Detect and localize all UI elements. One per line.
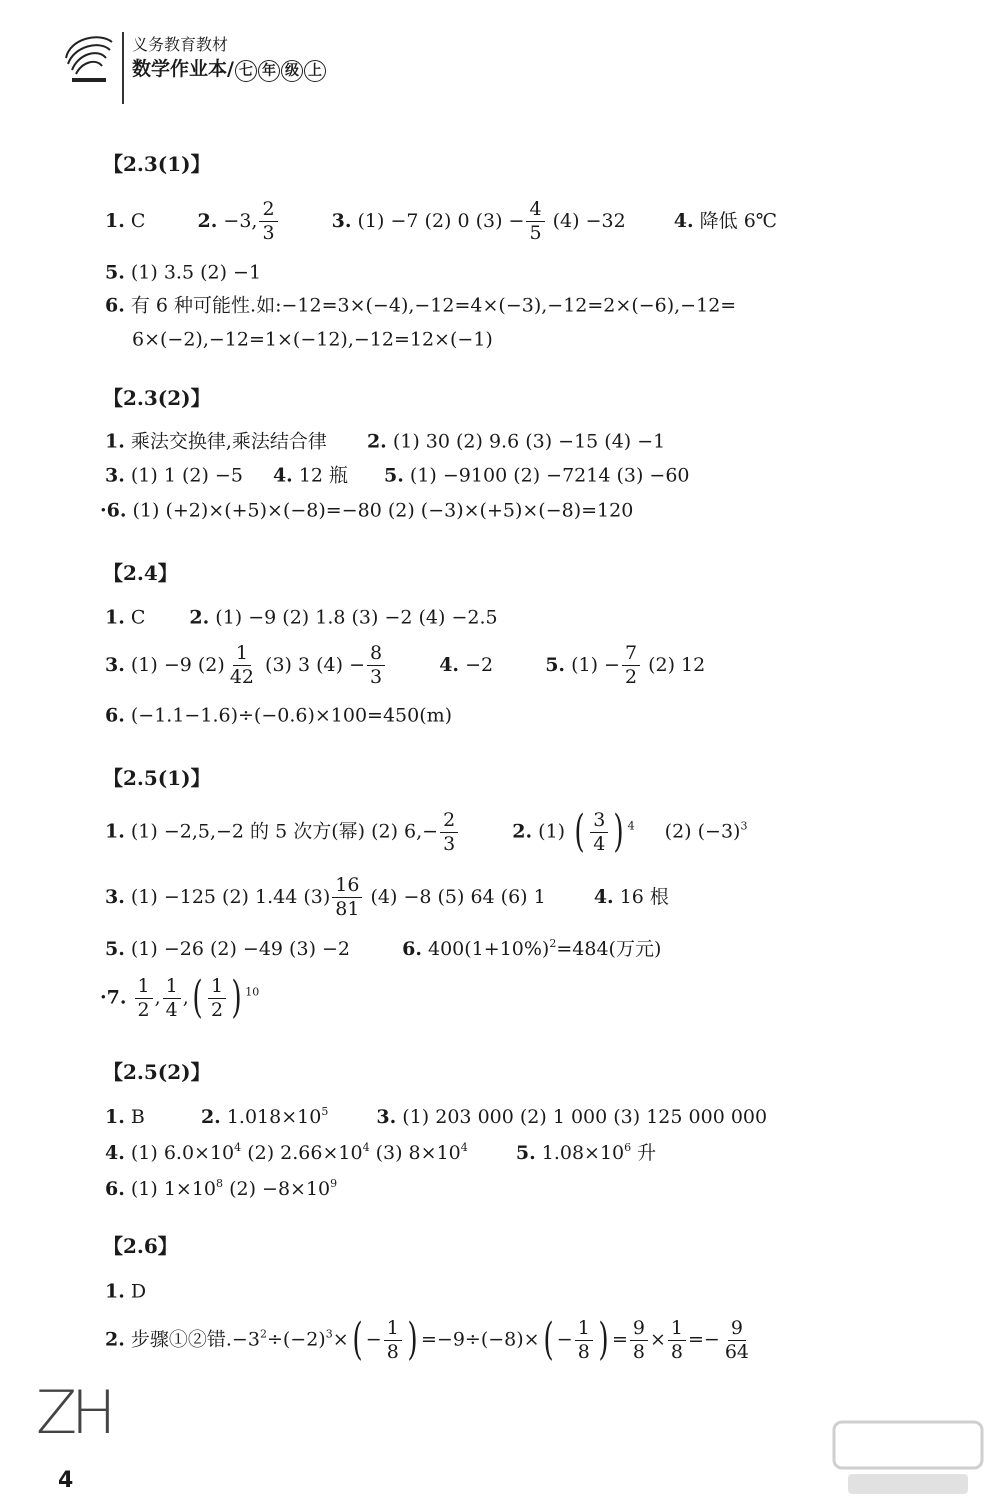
numerator: 9: [728, 1319, 746, 1341]
q-number: 3.: [376, 1105, 397, 1128]
fraction: [668, 1316, 686, 1363]
answer-line: [105, 1142, 656, 1163]
numerator: 1: [233, 644, 251, 666]
denominator: 64: [724, 1340, 750, 1363]
denominator: 3: [262, 222, 275, 244]
answer-text: (1) 1 (2) −5: [124, 464, 243, 487]
section-title: 【2.5(2)】: [103, 1060, 211, 1084]
answer-line: [105, 432, 665, 452]
exponent: 6: [624, 1141, 632, 1154]
q-number: 3.: [105, 654, 125, 676]
numerator: 9: [630, 1319, 648, 1341]
denominator: 3: [370, 666, 383, 688]
denominator: 8: [577, 1340, 590, 1363]
denominator: 8: [670, 1340, 683, 1363]
answer-text: 降低 6℃: [693, 210, 778, 232]
answer-text: C: [124, 606, 146, 629]
answer-text: 1.018×10: [220, 1105, 322, 1128]
watermark-icon: [828, 1412, 988, 1502]
numerator: 2: [259, 200, 277, 222]
answer-text: (2) 12: [642, 654, 706, 676]
answer-line: [105, 644, 705, 687]
q-number: 3.: [105, 886, 125, 908]
answer-text: D: [124, 1280, 147, 1303]
answer-text: 16 根: [613, 886, 669, 908]
answer-text: −3,: [217, 210, 258, 232]
q-number: 3.: [105, 464, 125, 487]
answer-text: 升: [631, 1141, 657, 1164]
q-number: 1.: [105, 1280, 125, 1303]
q-number: 5.: [105, 261, 125, 284]
fraction: [163, 974, 181, 1021]
left-paren: (: [574, 806, 585, 857]
q-number: 2.: [200, 1105, 221, 1128]
answer-text: (1) −2,5,−2 的 5 次方(幂) (2) 6,−: [124, 820, 439, 843]
grade-badge-3: 级: [281, 60, 303, 82]
right-paren: ): [231, 972, 242, 1023]
denominator: 2: [210, 998, 224, 1021]
denominator: 8: [632, 1340, 645, 1363]
exponent: 9: [330, 1177, 338, 1190]
q-number: 1.: [105, 820, 125, 843]
answer-text: ×: [649, 1328, 666, 1351]
q-number: 2.: [512, 820, 533, 843]
page-number: 4: [58, 1468, 74, 1493]
q-number: 2.: [366, 430, 387, 453]
answer-line: [105, 1314, 754, 1365]
numerator: 8: [367, 644, 385, 666]
answer-text: (1) 1×10: [124, 1177, 217, 1200]
answer-text: C: [124, 210, 146, 232]
q-number: 6.: [105, 704, 125, 727]
q-number: 1.: [105, 1105, 125, 1128]
fraction: [590, 808, 608, 855]
series-name: 义务教育教材: [132, 35, 229, 54]
q-number: 4.: [673, 210, 694, 232]
fraction: [135, 974, 153, 1021]
answer-text: ×: [332, 1328, 349, 1351]
separator: ,: [182, 986, 189, 1009]
fraction: [630, 1316, 648, 1363]
denominator: 4: [165, 998, 178, 1021]
answer-text: (1) −9 (2): [124, 654, 225, 676]
exponent: 4: [362, 1141, 370, 1154]
left-paren: (: [543, 1314, 554, 1365]
answer-text: (1) −125 (2) 1.44 (3): [124, 886, 331, 908]
right-paren: ): [407, 1314, 418, 1365]
answer-text: −: [556, 1328, 573, 1351]
numerator: 3: [590, 811, 608, 833]
answer-text: (4) −32: [546, 210, 626, 232]
answer-line: [105, 706, 452, 726]
answer-text: (1) −7 (2) 0 (3) −: [351, 210, 525, 232]
answer-line: [105, 608, 498, 628]
q-number: 4.: [439, 654, 460, 676]
fraction: [575, 1316, 593, 1363]
right-paren: ): [598, 1314, 609, 1365]
answer-line: [105, 876, 669, 919]
publisher-logo-icon: [60, 28, 116, 88]
q-number: 4.: [593, 886, 614, 908]
numerator: 1: [163, 977, 181, 999]
exponent: 4: [627, 819, 635, 833]
answer-text: −2: [459, 654, 494, 676]
answer-text: (1) −: [565, 654, 620, 676]
answer-line: [105, 200, 777, 243]
answer-text: (1) 6.0×10: [124, 1141, 235, 1164]
q-number: 6.: [105, 294, 125, 317]
fraction: [622, 644, 640, 687]
answer-text: 乘法交换律,乘法结合律: [124, 430, 327, 453]
grade-badge-2: 年: [258, 60, 280, 82]
fraction: [722, 1316, 752, 1363]
fraction: [208, 974, 226, 1021]
q-number: 6.: [105, 1177, 125, 1200]
exponent: 3: [740, 819, 748, 833]
fraction: [367, 644, 385, 687]
section-title: 【2.5(1)】: [103, 766, 211, 790]
numerator: 16: [332, 876, 362, 898]
exponent: 8: [216, 1177, 224, 1190]
answer-line: [105, 1282, 146, 1302]
denominator: 2: [624, 666, 638, 688]
q-number: 3.: [331, 210, 352, 232]
answer-line: [105, 296, 736, 316]
q-number: 4.: [272, 464, 293, 487]
fraction: [332, 876, 362, 919]
denominator: 5: [529, 222, 542, 244]
fraction: [526, 200, 544, 243]
header-divider: [122, 32, 124, 104]
grade-badge-1: 七: [235, 60, 257, 82]
numerator: 1: [208, 977, 226, 999]
denominator: 3: [443, 832, 456, 855]
answer-text: (−1.1−1.6)÷(−0.6)×100=450(m): [124, 704, 453, 727]
answer-text: (2) (−3): [664, 820, 741, 843]
answer-text: −: [365, 1328, 382, 1351]
answer-text: 6×(−2),−12=1×(−12),−12=12×(−1): [132, 328, 493, 351]
section-title: 【2.3(1)】: [103, 152, 211, 176]
answer-text: B: [124, 1105, 145, 1128]
book-title: [132, 54, 326, 82]
q-number: ·7.: [100, 986, 127, 1009]
answer-text: 400(1+10%): [421, 937, 550, 960]
answer-text: (1) −26 (2) −49 (3) −2: [124, 937, 351, 960]
exponent: 4: [460, 1141, 468, 1154]
exponent: 2: [259, 1327, 267, 1341]
section-title: 【2.6】: [103, 1234, 178, 1258]
numerator: 1: [135, 977, 153, 999]
q-number: 1.: [105, 606, 125, 629]
answer-line: [105, 1106, 767, 1127]
answer-line: [105, 466, 690, 486]
q-number: 4.: [105, 1141, 125, 1164]
q-number: 1.: [105, 210, 125, 232]
left-paren: (: [352, 1314, 363, 1365]
q-number: 5.: [515, 1141, 536, 1164]
denominator: 2: [137, 998, 150, 1021]
numerator: 7: [622, 644, 640, 666]
numerator: 1: [575, 1319, 593, 1341]
q-number: 2.: [189, 606, 210, 629]
answer-text: =−: [687, 1328, 720, 1351]
numerator: 1: [384, 1319, 402, 1341]
answer-line: [132, 330, 493, 350]
answer-line: [100, 501, 633, 521]
zh-mark: ZH: [36, 1378, 111, 1448]
answer-line: [105, 263, 261, 283]
q-number: 2.: [197, 210, 218, 232]
exponent: 3: [325, 1327, 333, 1341]
numerator: 1: [668, 1319, 686, 1341]
q-number: 5.: [105, 937, 125, 960]
answer-text: (3) 8×10: [369, 1141, 461, 1164]
exponent: 4: [234, 1141, 242, 1154]
q-number: 5.: [545, 654, 566, 676]
answer-text: ÷(−2): [266, 1328, 326, 1351]
title-slash: /: [227, 58, 234, 80]
answer-text: (2) 2.66×10: [241, 1141, 363, 1164]
separator: ,: [154, 986, 161, 1009]
answer-text: (2) −8×10: [223, 1177, 331, 1200]
answer-text: (4) −8 (5) 64 (6) 1: [364, 886, 546, 908]
answer-text: =: [611, 1328, 628, 1351]
numerator: 2: [440, 811, 458, 833]
q-number: 2.: [105, 1328, 125, 1351]
answer-text: 有 6 种可能性.如:−12=3×(−4),−12=4×(−3),−12=2×(−6),−12=: [124, 294, 737, 317]
answer-line: [105, 1178, 337, 1199]
book-name: 数学作业本: [132, 58, 228, 80]
answer-text: 1.08×10: [535, 1141, 625, 1164]
fraction: [259, 200, 277, 243]
answer-line: [100, 972, 260, 1023]
fraction: [384, 1316, 402, 1363]
exponent: 2: [549, 937, 557, 950]
answer-text: =−9÷(−8)×: [420, 1328, 540, 1351]
denominator: 42: [229, 666, 254, 688]
right-paren: ): [613, 806, 625, 857]
answer-text: (1) 203 000 (2) 1 000 (3) 125 000 000: [396, 1105, 768, 1128]
q-number: ·6.: [100, 499, 127, 522]
answer-text: 步骤①②错.−3: [124, 1328, 260, 1351]
denominator: 8: [386, 1340, 399, 1363]
answer-text: (1) (+2)×(+5)×(−8)=−80 (2) (−3)×(+5)×(−8)=120: [126, 499, 634, 522]
answer-text: (1) −9 (2) 1.8 (3) −2 (4) −2.5: [209, 606, 498, 629]
denominator: 4: [593, 832, 606, 855]
denominator: 81: [335, 898, 360, 920]
answer-text: (1) 30 (2) 9.6 (3) −15 (4) −1: [386, 430, 666, 453]
section-title: 【2.4】: [103, 561, 178, 585]
answer-line: [105, 938, 661, 959]
fraction: [227, 644, 257, 687]
left-paren: (: [192, 972, 203, 1023]
answer-text: (1) 3.5 (2) −1: [124, 261, 262, 284]
grade-badge-4: 上: [304, 60, 326, 82]
exponent: 5: [321, 1105, 329, 1118]
answer-text: =484(万元): [556, 937, 662, 960]
answer-text: (1) −9100 (2) −7214 (3) −60: [403, 464, 690, 487]
answer-text: 12 瓶: [292, 464, 349, 487]
fraction: [440, 808, 458, 855]
answer-text: (1): [532, 820, 566, 843]
numerator: 4: [526, 200, 544, 222]
exponent: 10: [245, 985, 260, 999]
answer-text: (3) 3 (4) −: [259, 654, 365, 676]
q-number: 1.: [105, 430, 125, 453]
section-title: 【2.3(2)】: [103, 386, 211, 410]
q-number: 6.: [402, 937, 422, 960]
answer-line: [105, 806, 748, 857]
q-number: 5.: [384, 464, 404, 487]
